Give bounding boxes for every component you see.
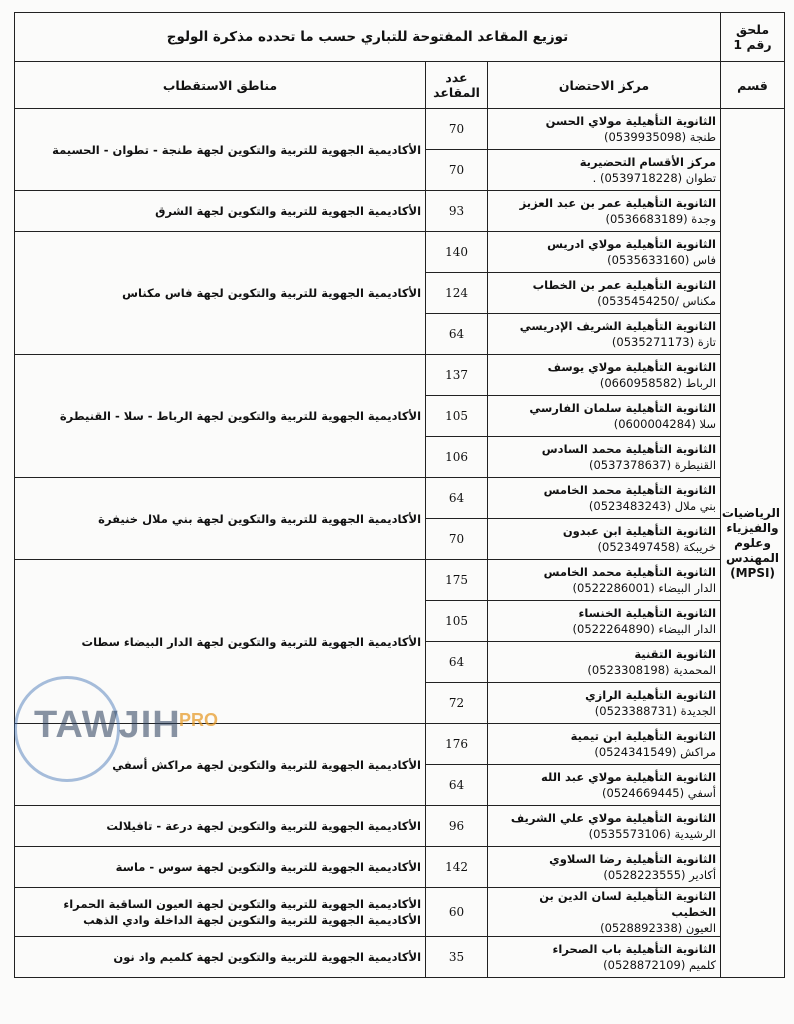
seats-count: 175 xyxy=(426,560,488,601)
center-name: الثانوية التأهيلية مولاي علي الشريف xyxy=(510,811,717,825)
center-cell xyxy=(488,519,721,560)
center-city-phone: وجدة (0536683189) xyxy=(605,212,717,226)
table-row xyxy=(15,847,785,888)
table-row xyxy=(15,724,785,765)
region-name: الأكاديمية الجهوية للتربية والتكوين لجهة سوس - ماسة xyxy=(115,860,422,874)
seats-count: 137 xyxy=(426,355,488,396)
department-line3: وعلوم xyxy=(734,535,771,550)
seats-count: 70 xyxy=(426,150,488,191)
center-cell xyxy=(488,191,721,232)
center-cell xyxy=(488,560,721,601)
table-row xyxy=(15,937,785,978)
region-cell xyxy=(15,232,426,355)
seats-count: 64 xyxy=(426,765,488,806)
region-name-secondary: الأكاديمية الجهوية للتربية والتكوين لجهة الداخلة وادي الذهب xyxy=(83,913,422,927)
region-cell xyxy=(15,888,426,937)
region-cell xyxy=(15,109,426,191)
table-row xyxy=(15,888,785,937)
table-row xyxy=(15,560,785,601)
title-row xyxy=(15,13,785,62)
table-row xyxy=(15,191,785,232)
column-header-center: مركز الاحتضان xyxy=(488,62,721,109)
seats-distribution-table xyxy=(14,12,785,978)
seats-count: 70 xyxy=(426,519,488,560)
table-title: توزيع المقاعد المفتوحة للتباري حسب ما تحدده مذكرة الولوج xyxy=(15,13,721,62)
table-row xyxy=(15,806,785,847)
region-name: الأكاديمية الجهوية للتربية والتكوين لجهة الشرق xyxy=(155,204,422,218)
column-header-dept: قسم xyxy=(721,62,785,109)
center-city-phone: القنيطرة (0537378637) xyxy=(588,458,717,472)
center-city-phone: سلا (0600004284) xyxy=(613,417,717,431)
center-name: الثانوية التأهيلية مولاي الحسن xyxy=(545,114,717,128)
region-name: الأكاديمية الجهوية للتربية والتكوين لجهة الدار البيضاء سطات xyxy=(81,634,422,649)
center-city-phone: خريبكة (0523497458) xyxy=(597,540,717,554)
center-name: الثانوية التأهيلية لسان الدين بن الخطيب xyxy=(539,889,717,919)
annex-line-2: رقم 1 xyxy=(733,37,772,52)
watermark-brand: TAWJIH xyxy=(34,704,181,746)
table-body xyxy=(15,109,785,978)
table-row xyxy=(15,109,785,150)
center-city-phone: بني ملال (0523483243) xyxy=(588,499,717,513)
department-cell xyxy=(721,109,785,978)
center-city-phone: العيون (0528892338) xyxy=(600,921,717,935)
center-city-phone: الدار البيضاء (0522264890) xyxy=(572,622,717,636)
center-cell xyxy=(488,806,721,847)
table-row xyxy=(15,478,785,519)
center-city-phone: تازة (0535271173) xyxy=(611,335,717,349)
center-name: الثانوية التأهيلية عمر بن عبد العزيز xyxy=(519,196,717,210)
center-city-phone: أكادير (0528223555) xyxy=(603,868,717,882)
center-city-phone: مراكش (0524341549) xyxy=(594,745,717,759)
seats-count: 176 xyxy=(426,724,488,765)
center-name: الثانوية التأهيلية مولاي عبد الله xyxy=(541,770,717,784)
center-name: الثانوية التأهيلية مولاي يوسف xyxy=(547,360,717,374)
department-line2: والفيزياء xyxy=(726,520,779,535)
column-header-regions: مناطق الاستقطاب xyxy=(15,62,426,109)
center-city-phone: مكناس /0535454250) xyxy=(597,294,717,308)
region-name: الأكاديمية الجهوية للتربية والتكوين لجهة مراكش أسفي xyxy=(112,757,422,772)
seats-count: 106 xyxy=(426,437,488,478)
department-line1: الرياضيات xyxy=(721,505,781,520)
center-cell xyxy=(488,683,721,724)
column-header-row xyxy=(15,62,785,109)
region-name: الأكاديمية الجهوية للتربية والتكوين لجهة درعة - تافيلالت xyxy=(106,819,422,833)
seats-count: 142 xyxy=(426,847,488,888)
seats-count: 93 xyxy=(426,191,488,232)
center-cell xyxy=(488,847,721,888)
department-line5: (MPSI) xyxy=(730,565,775,580)
center-cell xyxy=(488,888,721,937)
center-city-phone: فاس (0535633160) xyxy=(607,253,717,267)
seats-count: 72 xyxy=(426,683,488,724)
center-name: الثانوية التأهيلية الرازي xyxy=(585,688,717,702)
center-cell xyxy=(488,724,721,765)
center-city-phone: الرشيدية (0535573106) xyxy=(588,827,717,841)
seats-count: 64 xyxy=(426,642,488,683)
center-cell xyxy=(488,437,721,478)
center-cell xyxy=(488,937,721,978)
center-name: الثانوية التأهيلية باب الصحراء xyxy=(552,942,717,956)
region-cell xyxy=(15,847,426,888)
center-name: الثانوية التأهيلية محمد السادس xyxy=(541,442,717,456)
region-name: الأكاديمية الجهوية للتربية والتكوين لجهة فاس مكناس xyxy=(122,286,422,300)
column-header-seats xyxy=(426,62,488,109)
region-name: الأكاديمية الجهوية للتربية والتكوين لجهة الرباط - سلا - القنيطرة xyxy=(59,409,422,423)
center-cell xyxy=(488,150,721,191)
center-cell xyxy=(488,601,721,642)
center-name: الثانوية التأهيلية ابن عبدون xyxy=(562,524,717,538)
seats-count: 64 xyxy=(426,314,488,355)
center-city-phone: الجديدة (0523388731) xyxy=(594,704,717,718)
center-name: الثانوية التقنية xyxy=(634,647,717,661)
seats-count: 64 xyxy=(426,478,488,519)
watermark-suffix: PRO xyxy=(179,710,219,730)
seats-count: 35 xyxy=(426,937,488,978)
region-cell xyxy=(15,355,426,478)
center-cell xyxy=(488,273,721,314)
center-city-phone: طنجة (0539935098) xyxy=(603,130,717,144)
center-city-phone: الدار البيضاء (0522286001) xyxy=(572,581,717,595)
seats-count: 96 xyxy=(426,806,488,847)
center-name: الثانوية التأهيلية مولاي ادريس xyxy=(547,237,717,251)
center-name: الثانوية التأهيلية سلمان الفارسي xyxy=(529,401,717,415)
center-name: الثانوية التأهيلية الخنساء xyxy=(578,606,717,620)
center-cell xyxy=(488,396,721,437)
center-cell xyxy=(488,109,721,150)
center-cell xyxy=(488,478,721,519)
center-name: الثانوية التأهيلية محمد الخامس xyxy=(543,565,717,579)
region-name: الأكاديمية الجهوية للتربية والتكوين لجهة العيون الساقية الحمراء xyxy=(63,897,422,911)
region-name: الأكاديمية الجهوية للتربية والتكوين لجهة كلميم واد نون xyxy=(113,950,422,964)
center-city-phone: كلميم (0528872109) xyxy=(603,958,717,972)
region-cell xyxy=(15,806,426,847)
center-name: مركز الأقسام التحضيرية xyxy=(579,155,717,169)
region-cell xyxy=(15,478,426,560)
center-cell xyxy=(488,232,721,273)
region-cell xyxy=(15,724,426,806)
seats-count: 60 xyxy=(426,888,488,937)
seats-count: 105 xyxy=(426,396,488,437)
annex-line-1: ملحق xyxy=(735,22,770,37)
region-cell xyxy=(15,560,426,724)
center-name: الثانوية التأهيلية عمر بن الخطاب xyxy=(532,278,717,292)
center-name: الثانوية التأهيلية الشريف الإدريسي xyxy=(519,319,717,333)
department-line4: المهندس xyxy=(726,550,779,565)
annex-label xyxy=(721,13,785,62)
center-cell xyxy=(488,765,721,806)
seats-count: 105 xyxy=(426,601,488,642)
seats-count: 70 xyxy=(426,109,488,150)
center-cell xyxy=(488,642,721,683)
center-city-phone: المحمدية (0523308198) xyxy=(587,663,717,677)
center-cell xyxy=(488,355,721,396)
center-name: الثانوية التأهيلية ابن تيمية xyxy=(570,729,717,743)
center-name: الثانوية التأهيلية رضا السلاوي xyxy=(549,852,717,866)
seats-count: 140 xyxy=(426,232,488,273)
center-cell xyxy=(488,314,721,355)
region-cell xyxy=(15,191,426,232)
center-city-phone: الرباط (0660958582) xyxy=(599,376,717,390)
center-city-phone: أسفي (0524669445) xyxy=(601,786,717,800)
seats-count: 124 xyxy=(426,273,488,314)
center-name: الثانوية التأهيلية محمد الخامس xyxy=(543,483,717,497)
table-row xyxy=(15,355,785,396)
table-row xyxy=(15,232,785,273)
region-name: الأكاديمية الجهوية للتربية والتكوين لجهة بني ملال خنيفرة xyxy=(98,511,422,526)
region-cell xyxy=(15,937,426,978)
seats-header-line-1: عدد xyxy=(445,70,468,85)
center-city-phone: تطوان (0539718228) . xyxy=(592,171,717,185)
region-name: الأكاديمية الجهوية للتربية والتكوين لجهة طنجة - تطوان - الحسيمة xyxy=(52,142,422,157)
seats-header-line-2: المقاعد xyxy=(433,85,480,100)
